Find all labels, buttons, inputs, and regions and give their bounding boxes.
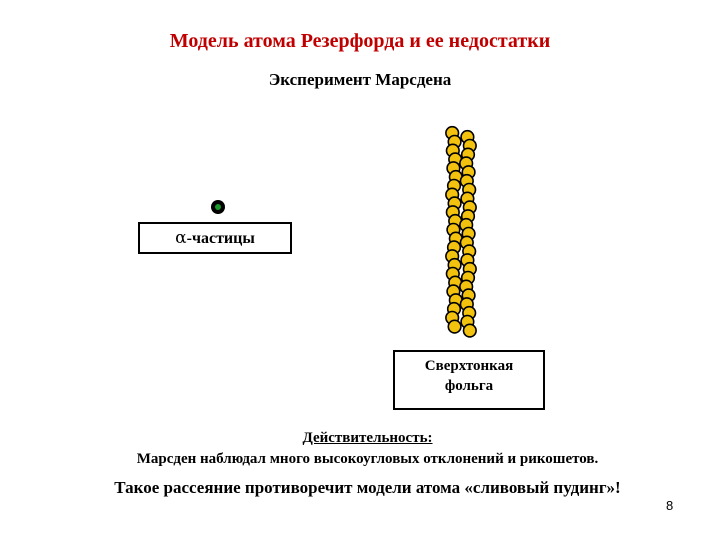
page-number: 8	[666, 498, 674, 513]
foil-label-line1: Сверхтонкая	[424, 358, 514, 374]
reality-text: Марсден наблюдал много высокоугловых отклонений и рикошетов.	[136, 451, 599, 467]
foil-atom	[448, 320, 461, 333]
reality-heading-text: Действительность	[302, 430, 428, 446]
alpha-particles-label	[138, 222, 292, 254]
foil-atom	[464, 324, 477, 337]
foil-label-line2: фольга	[444, 378, 494, 394]
reality-colon: :	[427, 430, 433, 446]
reality-heading	[0, 430, 720, 447]
slide-subtitle: Эксперимент Марсдена	[268, 70, 452, 89]
alpha-label-text: -частицы	[186, 230, 255, 247]
alpha-symbol: α	[175, 228, 187, 248]
foil-label	[393, 350, 545, 410]
gold-foil	[446, 127, 476, 337]
conclusion-text: Такое рассеяние противоречит модели атома «сливовый пудинг»!	[114, 478, 621, 497]
slide-title: Модель атома Резерфорда и ее недостатки	[169, 30, 551, 52]
alpha-particle	[211, 200, 225, 214]
